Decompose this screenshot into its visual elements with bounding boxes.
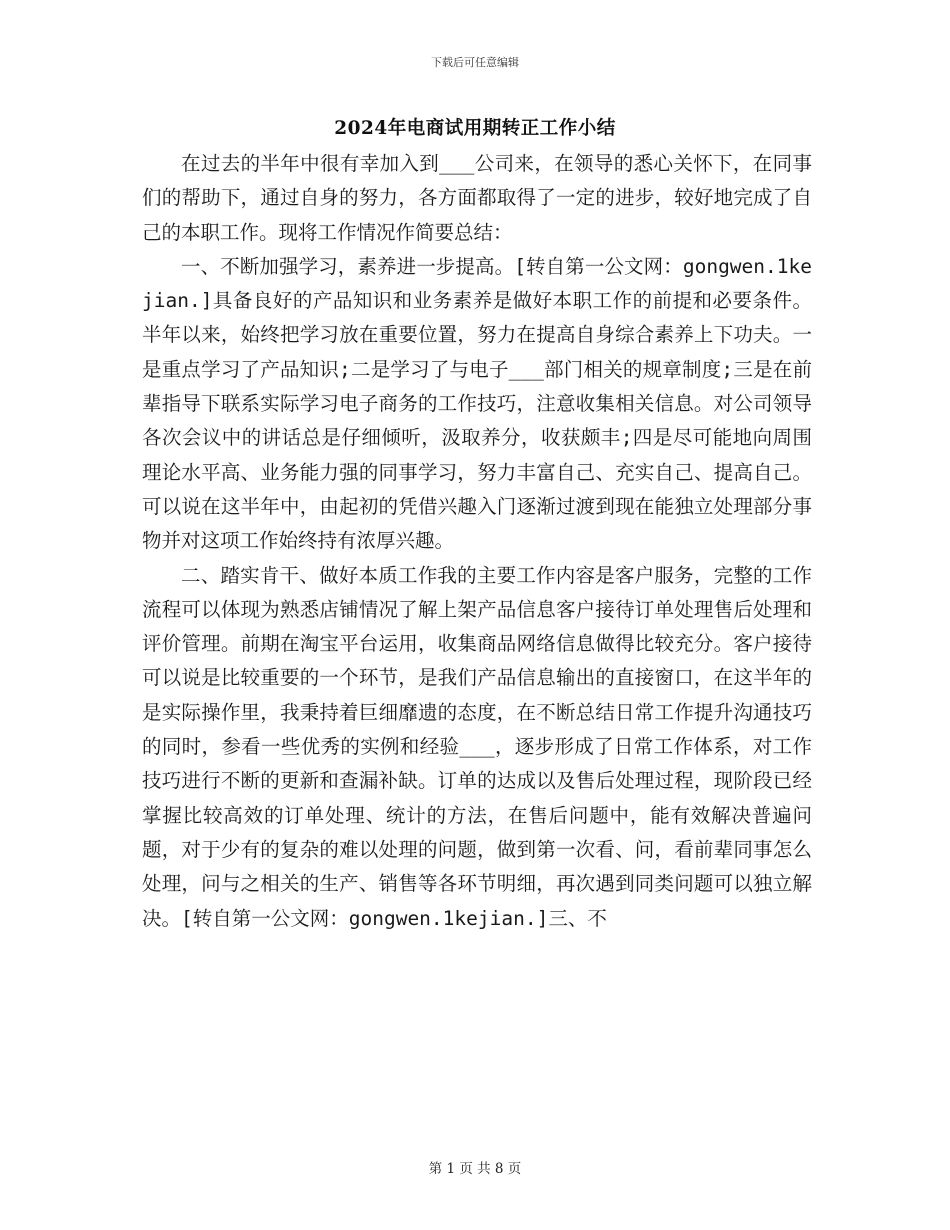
page-number: 第 1 页 共 8 页 (428, 1161, 522, 1177)
header-note: 下载后可任意编辑 (431, 56, 519, 69)
paragraph-section-2: 二、踏实肯干、做好本质工作我的主要工作内容是客户服务，完整的工作流程可以体现为熟悉店铺情况了解上架产品信息客户接待订单处理售后处理和评价管理。前期在淘宝平台运用，收集商品网络信息做得比较充分。客户接待可以说是比较重要的一个环节，是我们产品信息输出的直接窗口，在这半年的是实际操作里，我秉持着巨细靡遗的态度，在不断总结日常工作提升沟通技巧的同时，参看一些优秀的实例和经验___，逐步形成了日常工作体系，对工作技巧进行不断的更新和查漏补缺。订单的达成以及售后处理过程，现阶段已经掌握比较高效的订单处理、统计的方法，在售后问题中，能有效解决普遍问题，对于少有的复杂的难以处理的问题，做到第一次看、问，看前辈同事怎么处理，问与之相关的生产、销售等各环节明细，再次遇到同类问题可以独立解决。[转自第一公文网：gongwen.1kejian.]三、不 (142, 563, 812, 930)
document-body (142, 147, 812, 936)
paragraph-intro: 在过去的半年中很有幸加入到___公司来，在领导的悉心关怀下，在同事们的帮助下，通过自身的努力，各方面都取得了一定的进步，较好地完成了自己的本职工作。现将工作情况作简要总结： (142, 152, 812, 244)
document-title: 2024年电商试用期转正工作小结 (334, 118, 616, 139)
paragraph-section-1: 一、不断加强学习，素养进一步提高。[转自第一公文网：gongwen.1kejian.]具备良好的产品知识和业务素养是做好本职工作的前提和必要条件。半年以来，始终把学习放在重要位置，努力在提高自身综合素养上下功夫。一是重点学习了产品知识;二是学习了与电子___部门相关的规章制度;三是在前辈指导下联系实际学习电子商务的工作技巧，注意收集相关信息。对公司领导各次会议中的讲话总是仔细倾听，汲取养分，收获颇丰;四是尽可能地向周围理论水平高、业务能力强的同事学习，努力丰富自己、充实自己、提高自己。可以说在这半年中，由起初的凭借兴趣入门逐渐过渡到现在能独立处理部分事物并对这项工作始终持有浓厚兴趣。 (142, 254, 812, 553)
